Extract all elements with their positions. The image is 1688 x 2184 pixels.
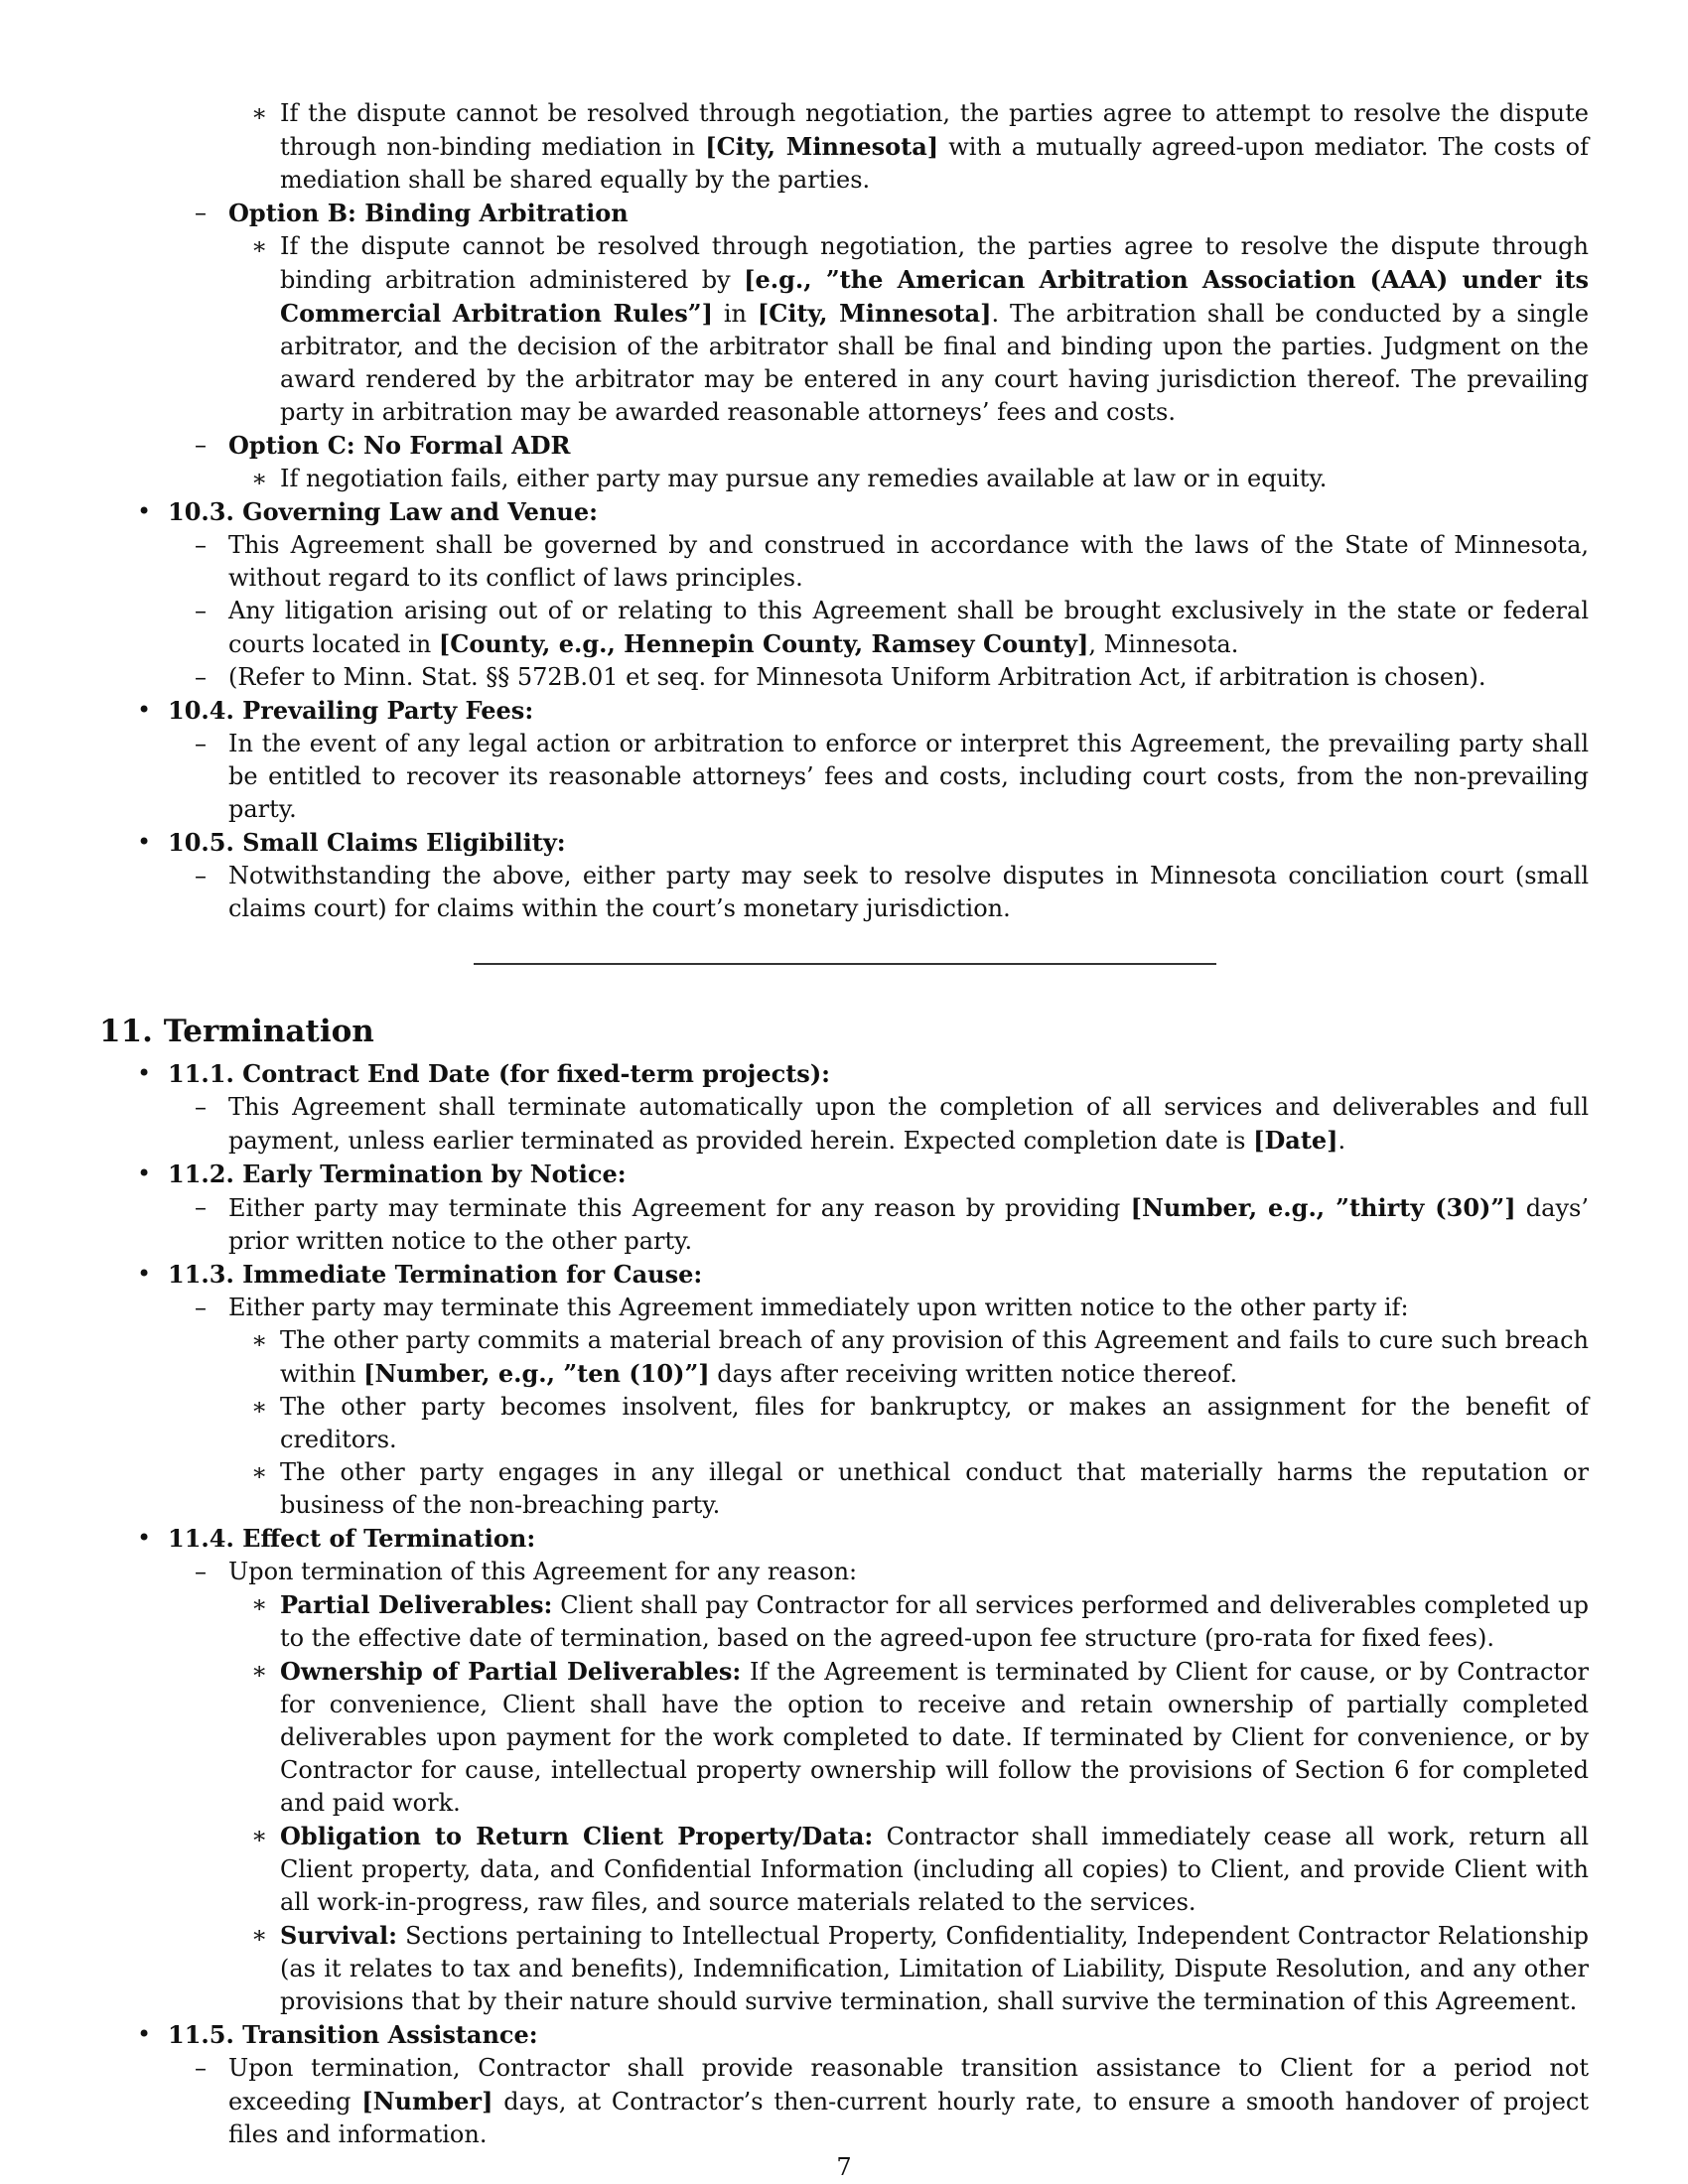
list-item-option-b: – Option B: Binding Arbitration — [195, 199, 629, 227]
section-10-3-heading: • 10.3. Governing Law and Venue: — [137, 497, 598, 526]
list-item: ∗ The other party becomes insolvent, files for bankruptcy, or makes an assignment for the benefit of creditors. — [251, 1393, 1589, 1453]
horizontal-divider — [474, 963, 1216, 965]
section-11-5-heading: • 11.5. Transition Assistance: — [137, 2020, 538, 2049]
star-marker: ∗ — [251, 232, 268, 260]
list-item: – Upon termination, Contractor shall provide reasonable transition assistance to Client for a period not exceeding [Number] days, at Contractor’s then-current hourly rate, to ensure a smooth handover of project files and information. — [195, 2054, 1589, 2148]
dash-marker: – — [195, 1193, 207, 1221]
bullet-marker: • — [137, 1160, 152, 1187]
star-marker: ∗ — [251, 1590, 268, 1618]
list-item: – Notwithstanding the above, either party may seek to resolve disputes in Minnesota conciliation court (small claims court) for claims within the court’s monetary jurisdiction. — [195, 862, 1589, 922]
dash-marker: – — [195, 1294, 207, 1321]
list-item: ∗ Ownership of Partial Deliverables: If the Agreement is terminated by Client for cause, or by Contractor for convenience, Client shall have the option to receive and retain ownership of partially completed deliverables upon payment for the work completed to date. If terminated by Client for convenience, or by Contractor for cause, intellectual property ownership will follow the provisions of Section 6 for completed and paid work. — [251, 1657, 1589, 1817]
list-item-arbitration: ∗ If the dispute cannot be resolved through negotiation, the parties agree to resolve the dispute through binding arbitration administered by [e.g., ”the American Arbitration Association (AAA) under its Commercial Arbitration Rules”] in [City, Minnesota]. The arbitration shall be conducted by a single arbitrator, and the decision of the arbitrator shall be final and binding upon the parties. Judgment on the award rendered by the arbitrator may be entered in any court having jurisdiction thereof. The prevailing party in arbitration may be awarded reasonable attorneys’ fees and costs. — [251, 232, 1590, 426]
dash-marker: – — [195, 199, 207, 226]
bullet-marker: • — [137, 696, 152, 724]
dash-marker: – — [195, 663, 207, 691]
list-item: – This Agreement shall be governed by and construed in accordance with the laws of the State of Minnesota, without regard to its conflict of laws principles. — [195, 531, 1589, 592]
section-10-5-heading: • 10.5. Small Claims Eligibility: — [137, 828, 566, 857]
star-marker: ∗ — [251, 1393, 268, 1421]
section-11-1-heading: • 11.1. Contract End Date (for fixed-term projects): — [137, 1059, 831, 1088]
list-item: ∗ Obligation to Return Client Property/Data: Contractor shall immediately cease all work, return all Client property, data, and Confidential Information (including all copies) to Client, and provide Client with all work-in-progress, raw files, and source materials related to the services. — [251, 1822, 1589, 1916]
bullet-marker: • — [137, 1059, 152, 1087]
dash-marker: – — [195, 2054, 207, 2082]
list-item-mediation: ∗ If the dispute cannot be resolved through negotiation, the parties agree to attempt to resolve the dispute through non-binding mediation in [City, Minnesota] with a mutually agreed-upon mediator. The costs of mediation shall be shared equally by the parties. — [251, 99, 1590, 194]
dash-marker: – — [195, 730, 207, 757]
dash-marker: – — [195, 862, 207, 889]
list-item: – This Agreement shall terminate automatically upon the completion of all services and deliverables and full payment, unless earlier terminated as provided herein. Expected completion date is [Date]. — [195, 1093, 1589, 1155]
section-11-4-heading: • 11.4. Effect of Termination: — [137, 1524, 536, 1553]
list-item: – Either party may terminate this Agreement immediately upon written notice to the other party if: — [99, 1292, 1589, 1324]
list-item: – Upon termination of this Agreement for any reason: — [99, 1556, 1589, 1588]
list-item: ∗ Partial Deliverables: Client shall pay Contractor for all services performed and deliverables completed up to the effective date of termination, based on the agreed-upon fee structure (pro-rata for fixed fees). — [251, 1590, 1589, 1652]
list-item: – Either party may terminate this Agreement for any reason by providing [Number, e.g., ”thirty (30)”] days’ prior written notice to the other party. — [195, 1193, 1589, 1255]
star-marker: ∗ — [251, 1921, 268, 1949]
bullet-marker: • — [137, 1524, 152, 1552]
list-item: ∗ Survival: Sections pertaining to Intellectual Property, Confidentiality, Independent Contractor Relationship (as it relates to tax and benefits), Indemnification, Limitation of Liability, Dispute Resolution, and any other provisions that by their nature should survive termination, shall survive the termination of this Agreement. — [251, 1921, 1589, 2015]
section-11-3-heading: • 11.3. Immediate Termination for Cause: — [137, 1260, 703, 1289]
list-item: – Any litigation arising out of or relating to this Agreement shall be brought exclusively in the state or federal courts located in [County, e.g., Hennepin County, Ramsey County], Minnesota. — [195, 597, 1589, 658]
star-marker: ∗ — [251, 1458, 268, 1486]
dash-marker: – — [195, 1558, 207, 1585]
bullet-marker: • — [137, 828, 152, 856]
list-item: ∗ The other party commits a material breach of any provision of this Agreement and fails to cure such breach within [Number, e.g., ”ten (10)”] days after receiving written notice thereof. — [251, 1326, 1589, 1388]
document-page — [99, 97, 1589, 2151]
page-number: 7 — [836, 2153, 852, 2181]
section-10-4-heading: • 10.4. Prevailing Party Fees: — [137, 696, 534, 725]
dash-marker: – — [195, 431, 207, 459]
star-marker: ∗ — [251, 99, 268, 127]
star-marker: ∗ — [251, 1657, 268, 1685]
dash-marker: – — [195, 597, 207, 624]
section-11-2-heading: • 11.2. Early Termination by Notice: — [137, 1160, 627, 1188]
list-item: – (Refer to Minn. Stat. §§ 572B.01 et seq. for Minnesota Uniform Arbitration Act, if arbitration is chosen). — [99, 661, 1589, 694]
dash-marker: – — [195, 531, 207, 559]
list-item-no-adr: ∗ If negotiation fails, either party may pursue any remedies available at law or in equity. — [99, 463, 1589, 495]
star-marker: ∗ — [251, 1326, 268, 1354]
star-marker: ∗ — [251, 1822, 268, 1849]
list-item: ∗ The other party engages in any illegal or unethical conduct that materially harms the reputation or business of the non-breaching party. — [251, 1458, 1589, 1519]
dash-marker: – — [195, 1093, 207, 1121]
list-item: – In the event of any legal action or arbitration to enforce or interpret this Agreement, the prevailing party shall be entitled to recover its reasonable attorneys’ fees and costs, including court costs, from the non-prevailing party. — [195, 730, 1589, 823]
bullet-marker: • — [137, 1260, 152, 1288]
list-item-option-c: – Option C: No Formal ADR — [195, 431, 571, 460]
star-marker: ∗ — [251, 465, 268, 492]
section-11-heading: 11. Termination — [99, 1014, 374, 1049]
bullet-marker: • — [137, 2020, 152, 2048]
bullet-marker: • — [137, 497, 152, 525]
